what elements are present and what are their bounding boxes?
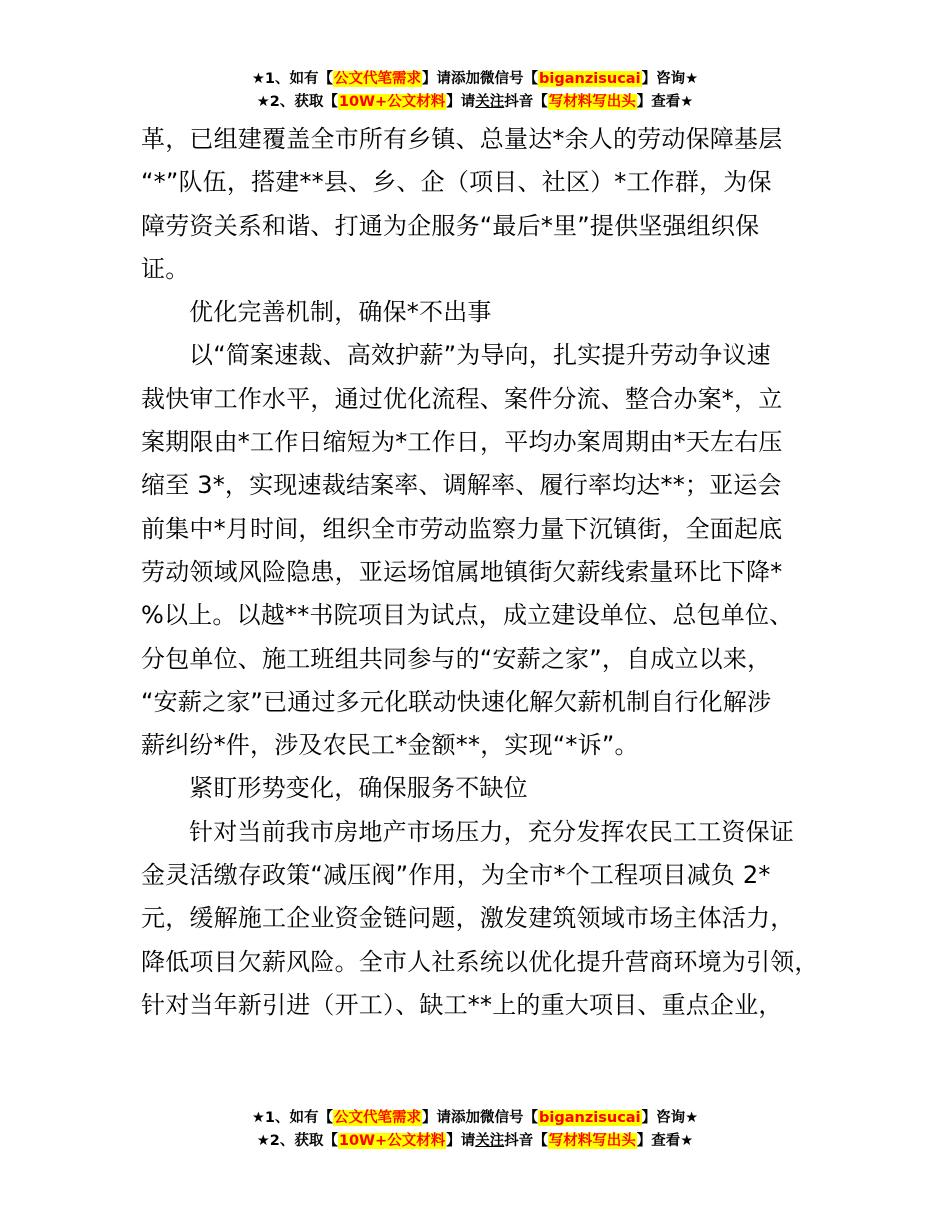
body-line: 缩至 3*，实现速裁结案率、调解率、履行率均达**；亚运会	[141, 471, 782, 500]
banner-text: 抖音【	[504, 94, 548, 110]
banner-text: 】咨询★	[641, 1110, 699, 1126]
body-line: 以“简案速裁、高效护薪”为导向，扎实提升劳动争议速	[189, 341, 771, 370]
banner-text: 】请添加微信号【	[422, 71, 539, 87]
banner-text: ★2、获取【	[256, 94, 338, 110]
body-line: 裁快审工作水平，通过优化流程、案件分流、整合办案*，立	[141, 384, 783, 413]
body-line: 元，缓解施工企业资金链问题，激发建筑领域市场主体活力，	[141, 904, 795, 933]
body-line: 证。	[141, 254, 190, 283]
header-banner	[0, 68, 950, 114]
body-line: 前集中*月时间，组织全市劳动监察力量下沉镇街，全面起底	[141, 514, 783, 543]
banner-line-1	[0, 68, 950, 91]
banner-text: ★2、获取【	[256, 1133, 338, 1149]
body-line: 降低项目欠薪风险。全市人社系统以优化提升营商环境为引领，	[141, 947, 819, 976]
body-line: 障劳资关系和谐、打通为企服务“最后*里”提供坚强组织保	[141, 211, 760, 240]
banner-text: 】请添加微信号【	[422, 1110, 539, 1126]
body-line: 薪纠纷*件，涉及农民工*金额**，实现“*诉”。	[141, 731, 639, 760]
banner-text: 】查看★	[636, 94, 694, 110]
body-line: “安薪之家”已通过多元化联动快速化解欠薪机制自行化解涉	[141, 687, 772, 716]
wechat-id-highlight: biganzisucai	[539, 1110, 641, 1126]
douyin-account-highlight: 写材料写出头	[548, 94, 636, 110]
body-line: 革，已组建覆盖全市所有乡镇、总量达*余人的劳动保障基层	[141, 125, 783, 153]
banner-highlight: 10W+公文材料	[338, 94, 446, 110]
section-heading: 紧盯形势变化，确保服务不缺位	[189, 774, 528, 803]
banner-underline-text: 关注	[475, 94, 505, 110]
banner-text: 】请	[446, 94, 476, 110]
wechat-id-highlight: biganzisucai	[539, 71, 641, 87]
banner-highlight: 公文代笔需求	[334, 1110, 422, 1126]
body-line: 针对当前我市房地产市场压力，充分发挥农民工工资保证	[189, 817, 794, 846]
document-body	[141, 118, 841, 1027]
body-line: 针对当年新引进（开工）、缺工**上的重大项目、重点企业，	[141, 990, 783, 1019]
banner-line-2	[0, 91, 950, 114]
section-heading: 优化完善机制，确保*不出事	[189, 298, 492, 327]
banner-text: ★1、如有【	[251, 1110, 334, 1126]
banner-text: 】请	[446, 1133, 476, 1149]
banner-text: ★1、如有【	[251, 71, 334, 87]
banner-underline-text: 关注	[475, 1133, 505, 1149]
banner-text: 】咨询★	[641, 71, 699, 87]
banner-line-1	[0, 1107, 950, 1130]
footer-banner	[0, 1107, 950, 1153]
body-line: 劳动领域风险隐患，亚运场馆属地镇街欠薪线索量环比下降*	[141, 557, 783, 586]
douyin-account-highlight: 写材料写出头	[548, 1133, 636, 1149]
banner-line-2	[0, 1130, 950, 1153]
body-line: 案期限由*工作日缩短为*工作日，平均办案周期由*天左右压	[141, 428, 783, 457]
body-line: 分包单位、施工班组共同参与的“安薪之家”，自成立以来，	[141, 644, 772, 673]
body-line: 金灵活缴存政策“减压阀”作用，为全市*个工程项目减负 2*	[141, 861, 771, 890]
body-line: “*”队伍，搭建**县、乡、企（项目、社区）*工作群，为保	[141, 168, 772, 197]
banner-text: 抖音【	[504, 1133, 548, 1149]
banner-highlight: 公文代笔需求	[334, 71, 422, 87]
banner-text: 】查看★	[636, 1133, 694, 1149]
banner-highlight: 10W+公文材料	[338, 1133, 446, 1149]
body-line: %以上。以越**书院项目为试点，成立建设单位、总包单位、	[141, 601, 794, 630]
